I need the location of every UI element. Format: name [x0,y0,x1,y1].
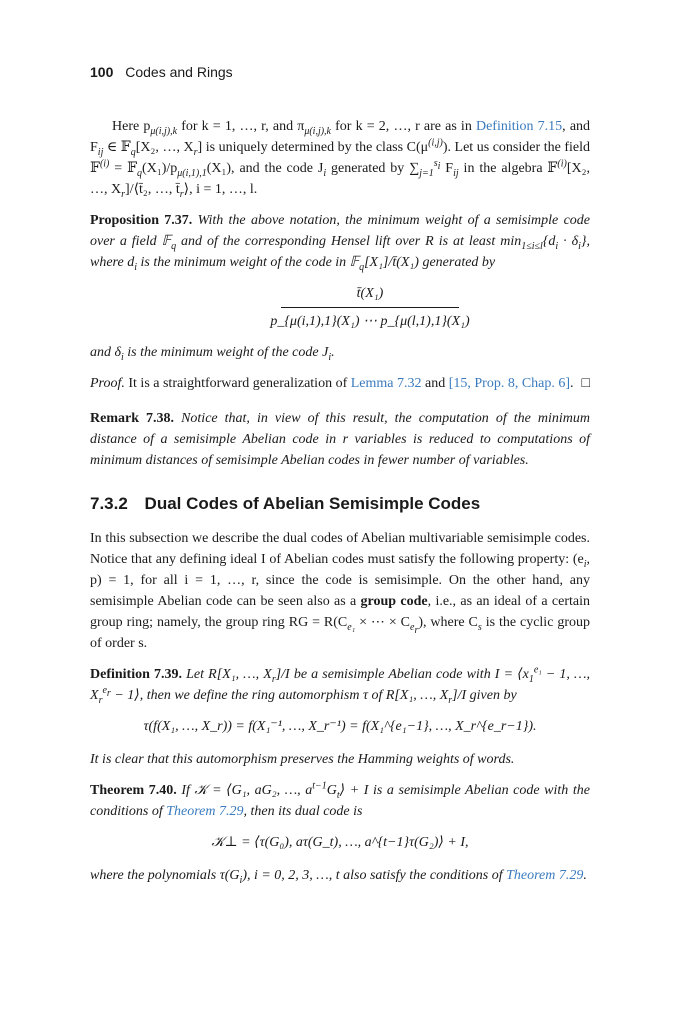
prop-text: · δ [558,234,579,249]
prop-text: }, where d [90,234,590,270]
prop-text: {d [542,234,556,249]
para-text: , i.e., as an ideal of a certain group ring; namely, the group ring RG = R(C [90,594,590,630]
definition-7-39: Definition 7.39. Let R[X₁, …, $X_r]/I$ be a semisimple Abelian code with $I = ⟨x_1^{e_1} - 1$, …, $X_rer$ − 1⟩, then we define the ring automorphism τ of R[X₁, …, $X_r]/I$ given by [90,664,590,706]
def-text: ]/I be a semisimple Abelian code with I = ⟨x [275,667,529,682]
definition-label: Definition 7.39. [90,667,183,682]
thm-text: If 𝒦 = ⟨G₁, aG₂, …, a [181,783,313,798]
para-text: ∈ 𝔽 [103,140,131,155]
para-text: generated by ∑ [326,161,420,176]
running-title: Codes and Rings [125,64,233,80]
para-text: ⟩, i = 1, …, l. [183,182,258,197]
proposition-tail: and $\delta_i$ is the minimum weight of the code $J_i$. [90,345,335,363]
para-text: ]/⟨t̄₂, …, t̄ [125,182,180,197]
theorem-label: Theorem 7.40. [90,783,177,798]
ref-theorem-7-29[interactable]: Theorem 7.29 [166,804,244,819]
ref-lemma-7-32[interactable]: Lemma 7.32 [350,376,422,391]
thm-text: ), i = 0, 2, 3, …, t also satisfy the conditions of [242,868,507,883]
proof-text: It is a straightforward generalization of [124,376,351,391]
thm-text: , then its dual code is [243,804,363,819]
section-title: Dual Codes of Abelian Semisimple Codes [144,494,481,513]
para-text: [X₂, …, X [90,161,590,197]
para-text: for k = 2, …, r are as in [331,119,476,134]
thm-text: ⟩ + I is a semisimple Abelian code with the conditions of [90,783,590,819]
proof-block [90,373,590,394]
proof-text: and [421,376,449,391]
para-text: , and F [90,119,591,155]
prop-text: [X₁]/t̄(X₁) generated by [364,255,496,270]
prop-text: is the minimum weight of the code J [123,345,329,360]
ref-citation-15[interactable]: [15, Prop. 8, Chap. 6] [448,376,571,391]
equation-tau: τ(f(X₁, …, X_r)) = f(X₁⁻¹, …, X_r⁻¹) = f(X₁^{e₁−1}, …, X_r^{e_r−1}). [143,719,537,734]
remark-7-38 [90,408,590,471]
para-text: [X₂, …, X [135,140,194,155]
prop-text: With the above notation, the minimum weight of a semisimple code over a field 𝔽 [90,213,590,249]
paragraph-dual-codes: In this subsection we describe the dual codes of Abelian multivariable semisimple codes. Notice that any defining ideal I of Abelian codes must satisfy the following property: ($e_i$, p) = 1, for all i = 1, …, r, since the code is semisimple. On the other hand, any semisimple Abelian code can be seen also as a group code, i.e., as an ideal of a certain group ring; namely, the group ring RG = $R(C_{e_1}$ × ⋯ × $C_{e_r}$), where $C_s$ is the cyclic group of order s. [90,531,590,651]
section-heading [90,493,590,514]
term-group-code: group code [360,594,428,609]
section-number: 7.3.2 [90,494,128,513]
def-text: − 1, …, X [90,667,590,703]
running-header [90,64,233,80]
para-text: F [440,161,454,176]
ref-theorem-7-29-b[interactable]: Theorem 7.29 [506,868,584,883]
qed-symbol: □ [581,376,590,391]
para-text: Here p [112,119,151,134]
para-text: , p) = 1, for all i = 1, …, r, since the code is semisimple. On the other hand, any semisimple Abelian code can be seen also as a [90,552,590,609]
para-text: In this subsection we describe the dual codes of Abelian multivariable semisimple codes. Notice that any defining ideal I of Abelian codes must satisfy the following property: (e [90,531,590,567]
thm-text: G [326,783,337,798]
page-body [90,116,590,896]
definition-tail: It is clear that this automorphism preserves the Hamming weights of words. [90,752,515,767]
proof-label: Proof. [90,376,125,391]
paragraph-intro: Here $p_{\mu(i,j),k}$ for k = 1, …, r, and $\pi_{\mu(i,j),k}$ for k = 2, …, r are as in Definition 7.15, and $F_{ij}$ ∈ 𝔽$_q$[X₂, …, $X_r$] is uniquely determined by the class $C(\mu^{(i,j)})$. Let us consider the field 𝔽$^{(i)}$ = $𝔽_q(X_1)/p_{\mu(i,1),1}(X_1)$, and the code $J_i$ generated by $\sum_{j=1}^{s_i}$ $F_{ij}$ in the algebra 𝔽$^{(i)}$[X₂, …, $X_r]/⟨t̄_2$, …, $t̄_r⟩$, i = 1, …, l. [90,119,591,200]
para-text: is the cyclic group of order s. [90,615,590,651]
para-text: ] is uniquely determined by the class C(μ [197,140,429,155]
para-text: ). Let us consider the field 𝔽 [90,140,590,176]
proposition-label: Proposition 7.37. [90,213,193,228]
para-text: (X₁)/p [142,161,178,176]
fraction-denominator: p_{μ(i,1),1}(X₁) ⋯ p_{μ(l,1),1}(X₁) [270,314,470,329]
para-text: (X₁), and the code J [206,161,324,176]
prop-text: and δ [90,345,122,360]
page-number: 100 [90,64,114,80]
proof-text: . [570,376,574,391]
def-text: ]/I given by [452,688,517,703]
remark-body: Notice that, in view of this result, the computation of the minimum distance of a semisimple Abelian code in r variables is reduced to computations of minimum distances of semisimple Abelian codes in fewer number of variables. [90,411,591,468]
para-text: = 𝔽 [109,161,138,176]
theorem-7-40: Theorem 7.40. If 𝒦 = ⟨G₁, aG₂, …, $a^{t-1}G_t⟩ + I$ is a semisimple Abelian code with the conditions of Theorem 7.29, then its dual code is [90,780,590,819]
prop-text: . [331,345,335,360]
equation-dual-code: 𝒦⊥ = ⟨τ(G₀), aτ(G_t), …, a^{t−1}τ(G₂)⟩ + I, [211,835,469,850]
prop-text: and of the corresponding Hensel lift over R is at least min [176,234,522,249]
fraction-numerator: t̄(X₁) [356,286,384,301]
def-text: Let R[X₁, …, X [186,667,272,682]
ref-definition-7-15[interactable]: Definition 7.15 [475,119,563,134]
theorem-tail: where the polynomials $\tau(G_i)$, i = 0, 2, 3, …, t also satisfy the conditions of Theorem 7.29. [90,868,587,886]
para-text: ), where C [418,615,478,630]
thm-text: where the polynomials τ(G [90,868,240,883]
def-text: − 1⟩, then we define the ring automorphism τ of R[X₁, …, X [110,688,449,703]
remark-label: Remark 7.38. [90,411,175,426]
para-text: for k = 1, …, r, and π [177,119,305,134]
fraction-display [150,283,590,332]
prop-text: is the minimum weight of the code in 𝔽 [136,255,360,270]
thm-text: . [583,868,587,883]
para-text: × ⋯ × C [355,615,410,630]
para-text: in the algebra 𝔽 [458,161,558,176]
proposition-7-37: Proposition 7.37. With the above notation, the minimum weight of a semisimple code over a field 𝔽$_q$ and of the corresponding Hensel lift over R is at least $\min_{1\le i\le l}\{d_i \cdot \delta_i\}$, where $d_i$ is the minimum weight of the code in 𝔽$_q$[X₁]/t̄(X₁) generated by [90,213,590,273]
